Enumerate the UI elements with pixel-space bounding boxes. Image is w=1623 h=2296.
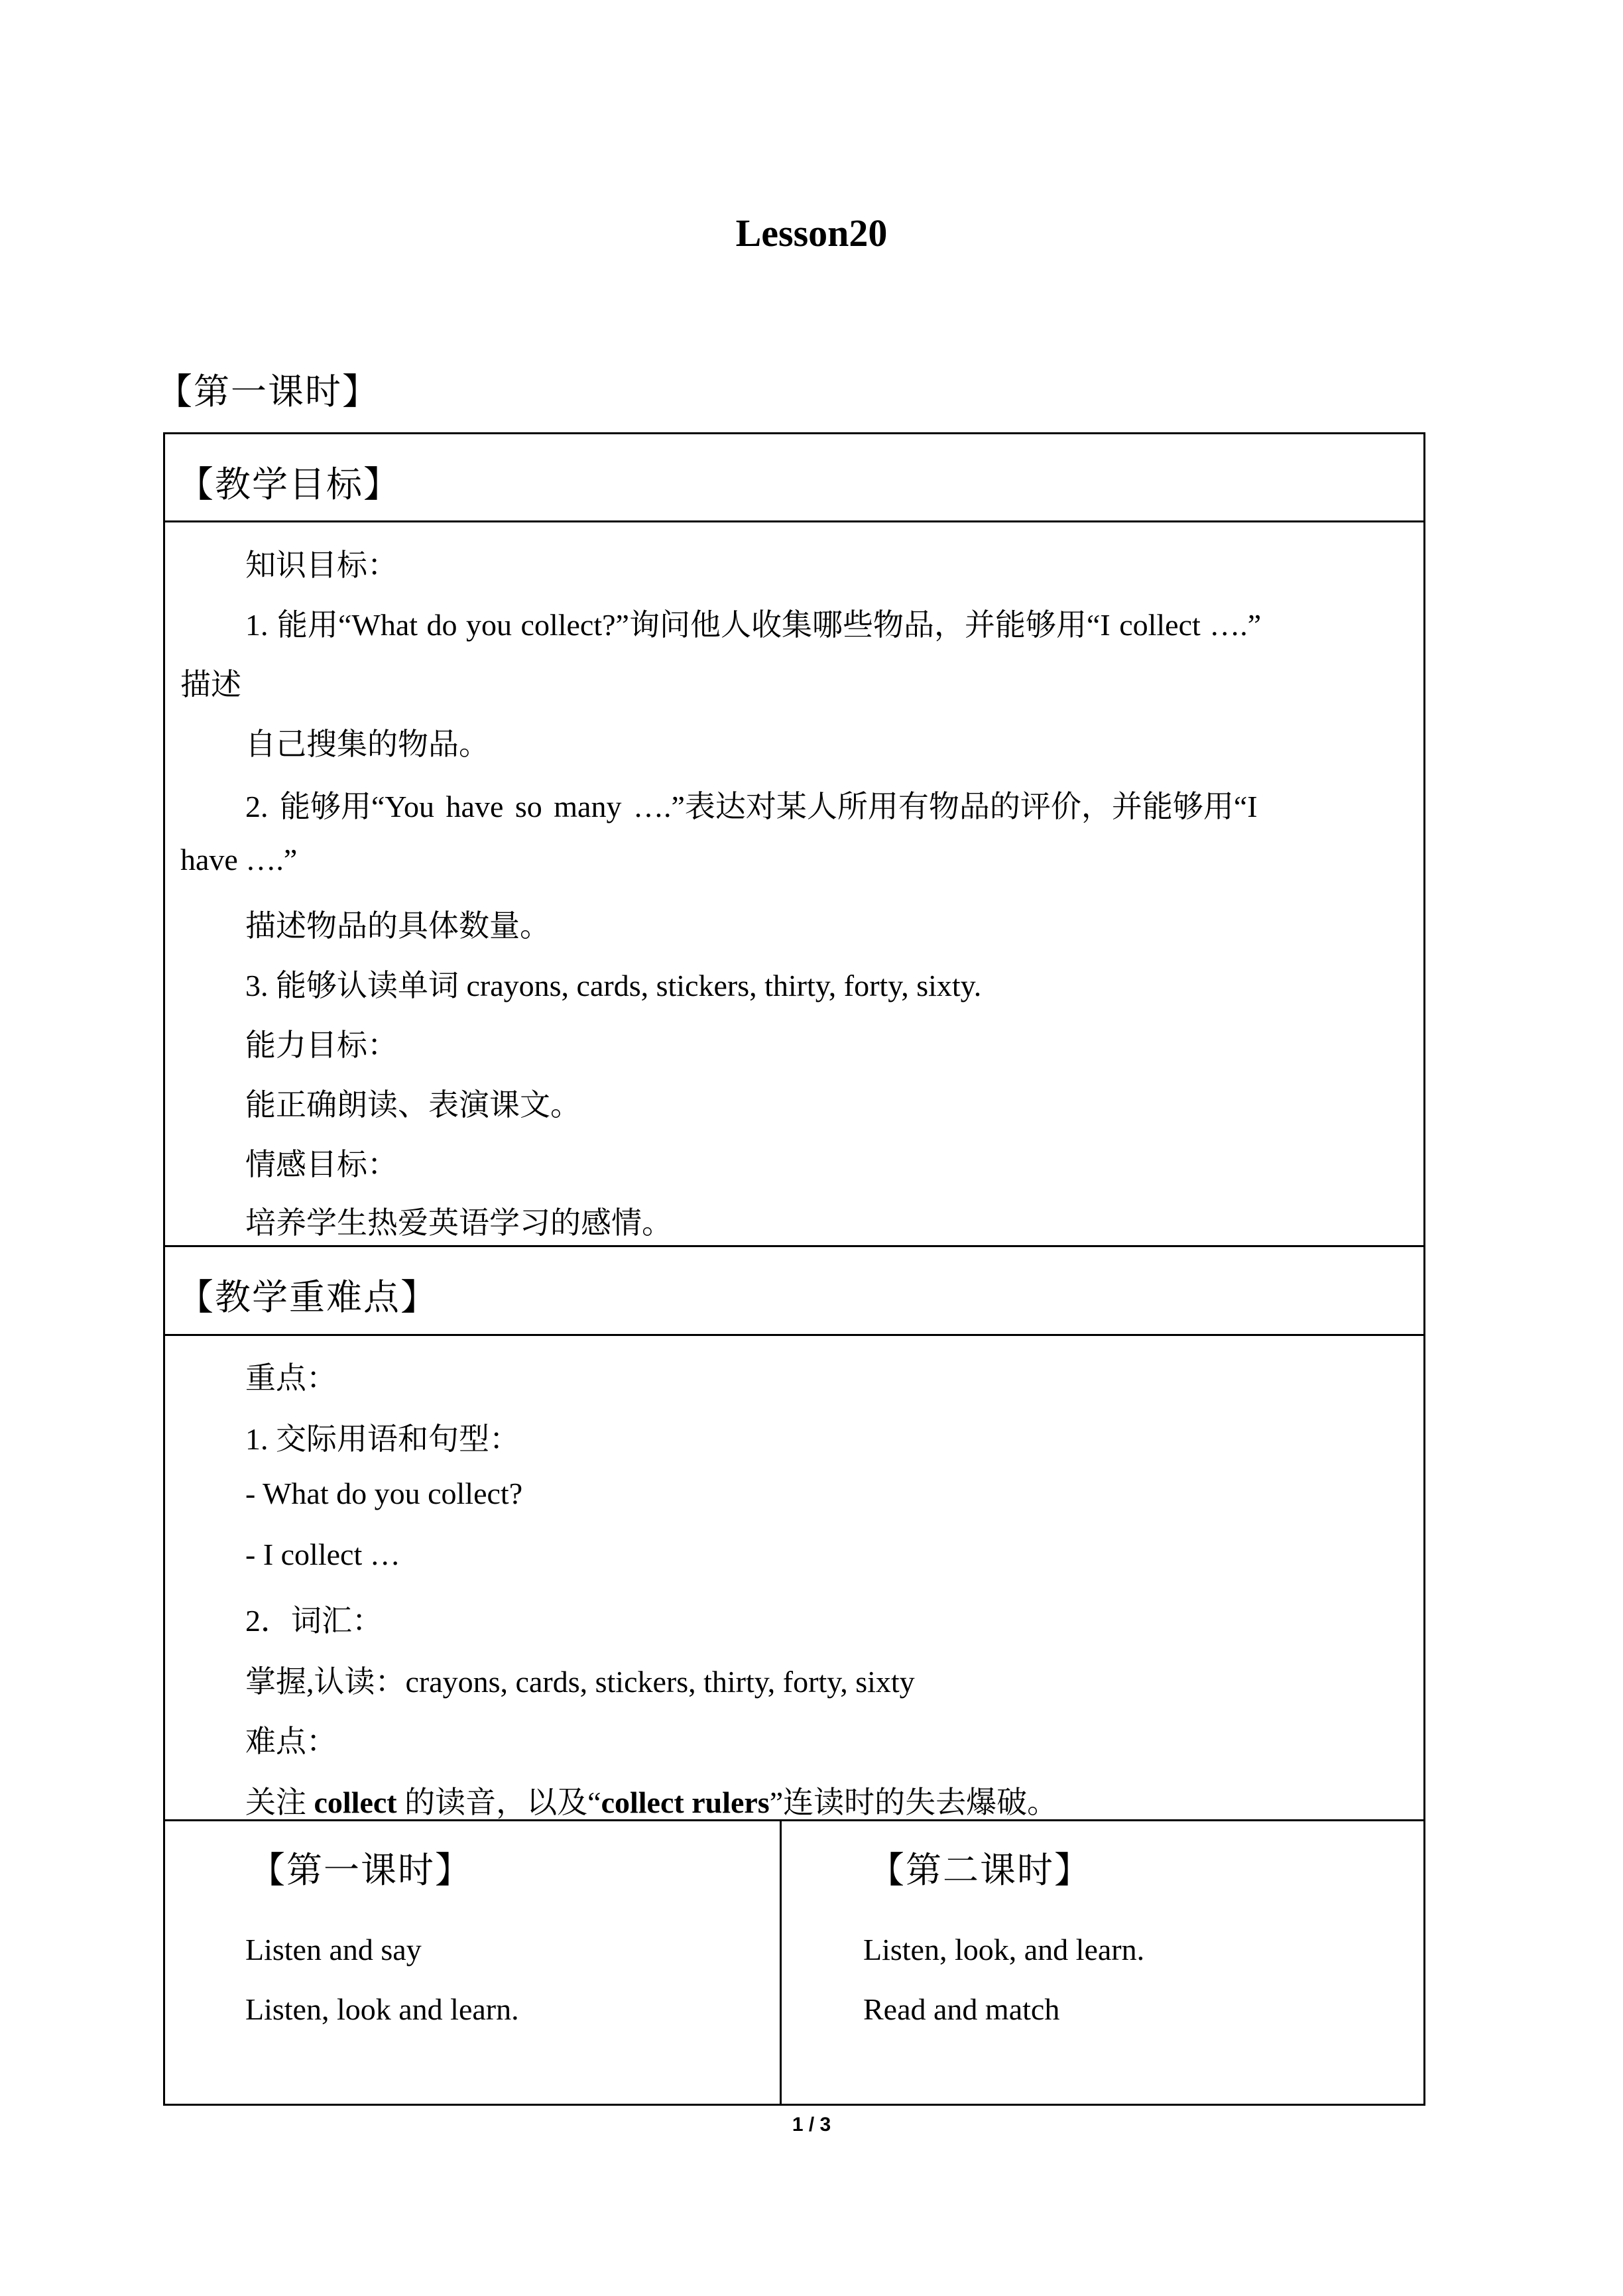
focus-answer: - I collect …: [245, 1538, 400, 1571]
first-period-header: 【第一课时】: [249, 1849, 472, 1891]
focus-question: - What do you collect?: [245, 1477, 523, 1510]
difficulty-label: 难点：: [245, 1723, 337, 1759]
first-period-line-2: Listen, look and learn.: [245, 1992, 519, 2026]
difficulty-pre: 关注: [245, 1785, 314, 1819]
ability-text: 能正确朗读、表演课文。: [245, 1087, 581, 1122]
first-period-line-1: Listen and say: [245, 1933, 422, 1966]
second-period-line-1: Listen, look, and learn.: [863, 1933, 1145, 1966]
ability-label: 能力目标：: [245, 1027, 398, 1063]
objective-item-1: 1. 能用“What do you collect?”询问他人收集哪些物品，并能够用“I collect ….”: [245, 608, 1262, 642]
column-divider: [780, 1819, 782, 2106]
objective-item-1-cont2: 自己搜集的物品。: [245, 726, 489, 762]
difficulty-word: collect: [314, 1785, 397, 1819]
difficulty-post: ”连读时的失去爆破。: [769, 1785, 1058, 1819]
objective-item-1-cont: 描述: [180, 666, 241, 702]
second-period-line-2: Read and match: [863, 1992, 1060, 2026]
document-title: Lesson20: [735, 211, 888, 255]
difficulty-text: [245, 1778, 1057, 1822]
focus-item-2: 2．词汇：: [245, 1604, 383, 1638]
row-divider: [163, 1334, 1425, 1336]
row-divider: [163, 1245, 1425, 1247]
objective-item-3: 3. 能够认读单词 crayons, cards, stickers, thirty, forty, sixty.: [245, 969, 982, 1002]
row-divider: [163, 520, 1425, 522]
focus-vocab: 掌握,认读：crayons, cards, stickers, thirty, forty, sixty: [245, 1665, 915, 1699]
objective-item-2: 2. 能够用“You have so many ….”表达对某人所用有物品的评价，并能够用“I: [245, 790, 1258, 823]
knowledge-label: 知识目标：: [245, 547, 398, 583]
objectives-header: 【教学目标】: [178, 463, 400, 505]
objective-item-2-cont2: 描述物品的具体数量。: [245, 908, 550, 943]
difficulty-mid: 的读音，以及“: [396, 1785, 601, 1819]
page-number: 1 / 3: [792, 2114, 831, 2136]
second-period-header: 【第二课时】: [869, 1849, 1091, 1891]
emotion-label: 情感目标：: [245, 1146, 398, 1182]
key-points-header: 【教学重难点】: [178, 1276, 438, 1318]
focus-label: 重点：: [245, 1360, 337, 1396]
section-tag: 【第一课时】: [156, 371, 379, 412]
objective-item-2-cont: have ….”: [180, 843, 298, 876]
difficulty-phrase: collect rulers: [601, 1785, 770, 1819]
emotion-text: 培养学生热爱英语学习的感情。: [245, 1205, 672, 1240]
focus-item-1: 1. 交际用语和句型：: [245, 1422, 520, 1456]
